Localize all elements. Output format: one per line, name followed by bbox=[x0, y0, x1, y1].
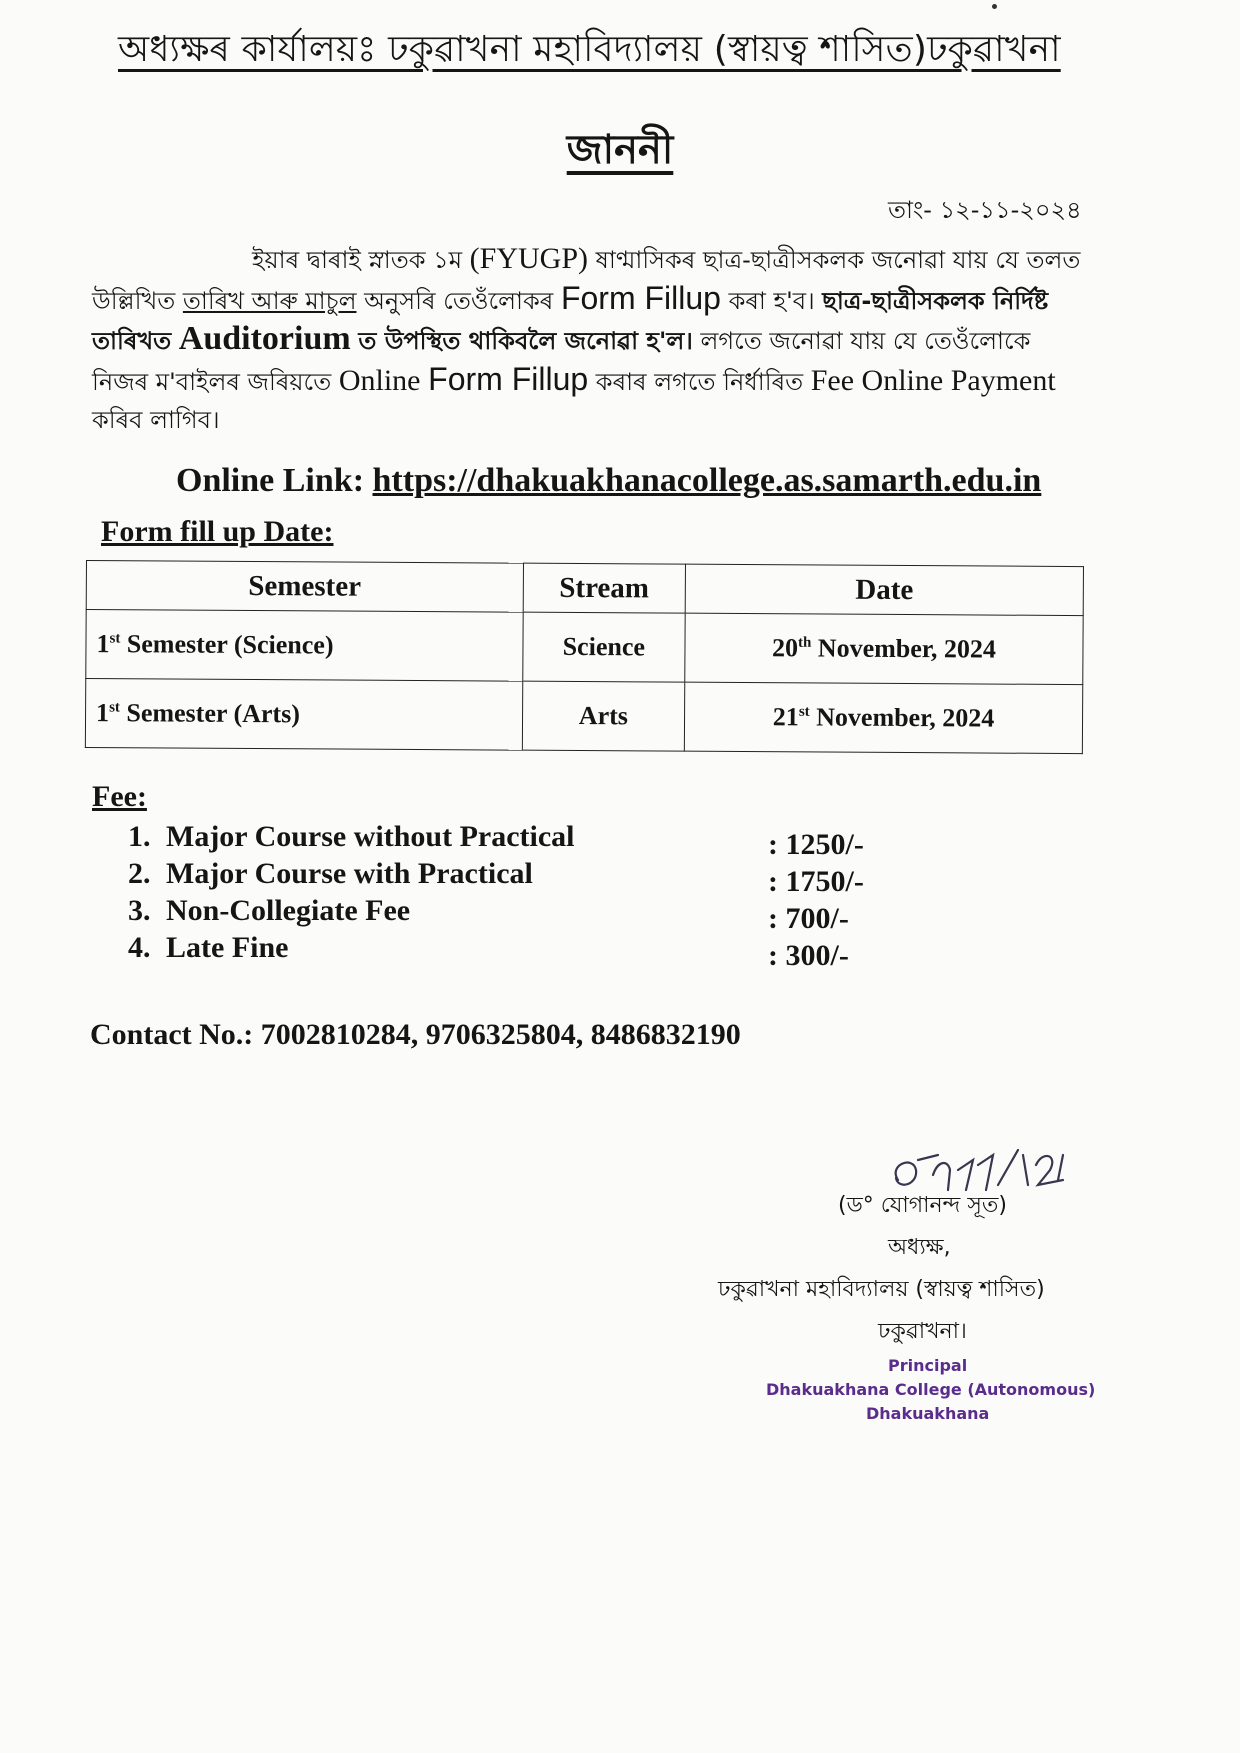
date-cell: 21st November, 2024 bbox=[684, 682, 1082, 753]
stamp-line: Principal bbox=[888, 1356, 968, 1375]
body-text-underlined: তাৰিখ আৰু মাচুল bbox=[182, 287, 357, 315]
body-text: লগতে জনোৱা যায় যে তেওঁলোকে bbox=[700, 327, 1031, 355]
body-text: (FYUGP) bbox=[469, 242, 589, 275]
stream-cell: Science bbox=[522, 612, 685, 682]
online-link-url[interactable]: https://dhakuakhanacollege.as.samarth.edu.in bbox=[372, 462, 1042, 499]
semester-cell: 1st Semester (Science) bbox=[86, 610, 523, 682]
body-text-bold: তাৰিখত bbox=[92, 327, 172, 355]
schedule-table bbox=[85, 560, 1084, 754]
semester-cell: 1st Semester (Arts) bbox=[85, 679, 522, 751]
list-item: 3. Non-Collegiate Fee : 700/- bbox=[128, 894, 849, 935]
fee-label: Fee: bbox=[92, 780, 147, 813]
body-text: অনুসৰি তেওঁলোকৰ bbox=[364, 287, 554, 315]
notice-title: জাননী bbox=[566, 127, 674, 173]
notice-date: তাং- ১২-১১-২০২৪ bbox=[888, 196, 1082, 224]
signatory-name: (ড° যোগানন্দ সূত) bbox=[838, 1193, 1007, 1218]
col-header-date: Date bbox=[685, 564, 1083, 615]
body-text: ইয়াৰ দ্বাৰাই স্নাতক ১ম bbox=[252, 246, 463, 274]
table-row bbox=[85, 679, 1082, 754]
body-text: উল্লিখিত bbox=[92, 287, 176, 315]
online-link-label: Online Link: bbox=[176, 462, 365, 499]
body-text: Fee Online Payment bbox=[810, 364, 1056, 397]
contact-numbers: Contact No.: 7002810284, 9706325804, 8486832190 bbox=[90, 1018, 741, 1051]
col-header-stream: Stream bbox=[523, 563, 686, 613]
body-text: Form Fillup bbox=[560, 280, 721, 316]
body-text-bold: ত উপস্থিত থাকিবলৈ জনোৱা হ'ল। bbox=[358, 327, 693, 355]
list-item: 2. Major Course with Practical : 1750/- bbox=[128, 857, 864, 898]
signatory-place: ঢকুৱাখনা। bbox=[878, 1319, 967, 1344]
col-header-semester: Semester bbox=[86, 561, 523, 613]
body-text: ষাণ্মাসিকৰ ছাত্ৰ-ছাত্ৰীসকলক জনোৱা যায় যে তলত bbox=[595, 246, 1081, 274]
office-heading: অধ্যক্ষৰ কাৰ্যালয়ঃ ঢকুৱাখনা মহাবিদ্যালয় (স্বায়ত্ব শাসিত)ঢকুৱাখনা bbox=[118, 29, 1061, 70]
stamp-line: Dhakuakhana bbox=[866, 1404, 990, 1423]
signatory-designation: অধ্যক্ষ, bbox=[888, 1235, 951, 1260]
list-item: 4. Late Fine : 300/- bbox=[128, 931, 849, 972]
stream-cell: Arts bbox=[522, 681, 685, 751]
body-text: নিজৰ ম'বাইলৰ জৰিয়তে bbox=[92, 368, 332, 396]
notice-body bbox=[92, 240, 1194, 439]
speck-mark bbox=[992, 4, 997, 9]
body-text: Form Fillup bbox=[428, 361, 589, 397]
body-text-bold: Auditorium bbox=[178, 320, 351, 357]
table-row bbox=[86, 610, 1083, 685]
body-text-bold: ছাত্ৰ-ছাত্ৰীসকলক নিৰ্দিষ্ট bbox=[822, 287, 1049, 315]
body-text: কৰাৰ লগতে নিৰ্ধাৰিত bbox=[595, 368, 804, 396]
body-text: কৰিব লাগিব। bbox=[92, 406, 220, 434]
signatory-college: ঢকুৱাখনা মহাবিদ্যালয় (স্বায়ত্ব শাসিত) bbox=[718, 1277, 1045, 1302]
form-fill-up-date-label: Form fill up Date: bbox=[101, 515, 334, 548]
list-item: 1. Major Course without Practical : 1250/- bbox=[128, 820, 864, 861]
stamp-line: Dhakuakhana College (Autonomous) bbox=[766, 1380, 1096, 1399]
online-link-line bbox=[176, 462, 1041, 500]
date-cell: 20th November, 2024 bbox=[685, 613, 1083, 684]
fee-list bbox=[128, 820, 928, 972]
body-text: Online bbox=[338, 364, 421, 397]
body-text: কৰা হ'ব। bbox=[728, 287, 815, 315]
